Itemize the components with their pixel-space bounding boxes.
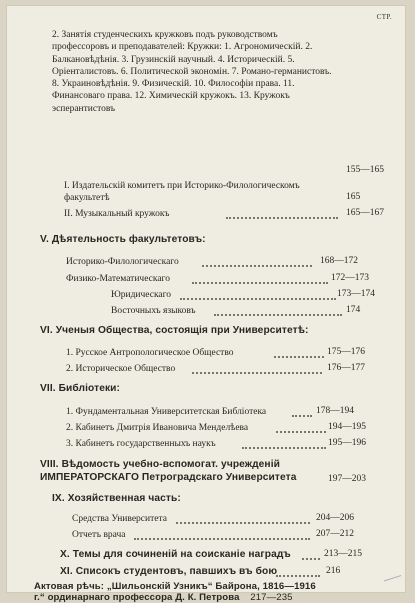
entry-number: II. <box>64 209 73 219</box>
entry-pages: 165 <box>346 192 361 202</box>
entry-pages: 155—165 <box>346 165 384 175</box>
leader-dots <box>192 370 322 374</box>
leader-dots <box>226 215 338 219</box>
section-heading <box>40 325 308 336</box>
toc-entry <box>52 29 335 115</box>
page-column-header: СТР. <box>376 13 392 21</box>
item-pages: 178—194 <box>316 406 354 416</box>
section-numeral: XI. <box>60 566 73 577</box>
item-pages: 168—172 <box>320 256 358 266</box>
section-title: Хозяйственная часть: <box>67 493 181 504</box>
section-numeral: IX. <box>52 493 65 504</box>
toc-item: Юридическаго <box>111 290 172 300</box>
table-of-contents <box>6 5 406 603</box>
section-title: Актовая рѣчь: „Шильонскій Узникъ“ Байрона, 1816—1916 г.“ ординарнаго профессора Д. К. Петрова <box>34 581 316 603</box>
entry-number: 2. <box>52 30 60 40</box>
leader-dots <box>192 280 328 284</box>
section-heading <box>60 549 291 560</box>
toc-item: 1. Русское Антропологическое Общество <box>66 348 234 358</box>
item-pages: 172—173 <box>331 273 369 283</box>
toc-item: Физико-Математическаго <box>66 274 170 284</box>
toc-item: 2. Кабинетъ Дмитрія Ивановича Менделѣева <box>66 423 249 433</box>
section-numeral: VII. <box>40 383 56 394</box>
section-heading <box>40 383 120 394</box>
section-title: Дѣятельность факультетовъ: <box>51 234 206 245</box>
leader-dots <box>214 312 342 316</box>
toc-item: 3. Кабинетъ государственныхъ наукъ <box>66 439 216 449</box>
section-heading <box>60 566 277 577</box>
section-heading <box>40 234 206 245</box>
entry-text: Занятія студенческихъ кружковъ подъ руководствомъ профессоровъ и преподавателей: Кружки: 1. Агрономическій. 2. Балкановѣдѣнія. 3. Грузинскій научный. 4. Историческій. 5. Оріенталистовъ. 6. Политической экономін. 7. Романо-германистовъ. 8. Украиновѣдѣнія. 9. Физическій. 10. Философіи права. 11. Финансоваго права. 12. Химическій кружокъ. 13. Кружокъ эсперантистовъ <box>52 30 332 114</box>
section-heading <box>52 493 181 504</box>
toc-item: Средства Университета <box>72 514 167 524</box>
toc-entry <box>64 180 334 205</box>
leader-dots <box>176 520 310 524</box>
section-title: Ученыя Общества, состоящія при Университетѣ: <box>55 325 309 336</box>
section-pages: 197—203 <box>328 474 366 484</box>
toc-item: Восточныхъ языковъ <box>111 306 196 316</box>
leader-dots <box>276 429 326 433</box>
leader-dots <box>274 354 324 358</box>
section-numeral: VI. <box>40 325 53 336</box>
section-pages: 213—215 <box>324 549 362 559</box>
toc-item: 2. Историческое Общество <box>66 364 176 374</box>
toc-item: 1. Фундаментальная Университетская Библіотека <box>66 407 267 417</box>
leader-dots <box>134 536 310 540</box>
item-pages: 176—177 <box>327 363 365 373</box>
leader-dots <box>302 556 320 560</box>
section-numeral: V. <box>40 234 49 245</box>
toc-item: Историко-Филологическаго <box>66 257 179 267</box>
leader-dots <box>292 413 312 417</box>
section-pages: 217—235 <box>250 592 293 603</box>
section-pages: 216 <box>326 566 341 576</box>
item-pages: 195—196 <box>328 438 366 448</box>
item-pages: 173—174 <box>337 289 375 299</box>
item-pages: 175—176 <box>327 347 365 357</box>
section-title: Списокъ студентовъ, павшихъ въ бою <box>75 566 278 577</box>
entry-number: I. <box>64 181 70 191</box>
entry-pages: 165—167 <box>346 208 384 218</box>
leader-dots <box>276 573 320 577</box>
section-title: Вѣдомость учебно-вспомогат. учрежденій ИМПЕРАТОРСКАГО Петроградскаго Университета <box>40 459 297 483</box>
leader-dots <box>202 263 312 267</box>
section-numeral: X. <box>60 549 70 560</box>
section-heading <box>40 458 310 484</box>
leader-dots <box>180 296 336 300</box>
section-title: Библіотеки: <box>58 383 121 394</box>
toc-entry <box>64 208 169 220</box>
item-pages: 194—195 <box>328 422 366 432</box>
item-pages: 174 <box>346 305 361 315</box>
leader-dots <box>242 445 326 449</box>
book-page <box>6 5 406 603</box>
section-numeral: VIII. <box>40 459 59 470</box>
entry-text: Музыкальный кружокъ <box>75 209 170 219</box>
item-pages: 207—212 <box>316 529 354 539</box>
section-title: Темы для сочиненій на соисканіе наградъ <box>72 549 291 560</box>
item-pages: 204—206 <box>316 513 354 523</box>
toc-item: Отчетъ врача <box>72 530 126 540</box>
entry-text: Издательскій комитетъ при Историко-Филологическомъ факультетѣ <box>64 181 300 204</box>
